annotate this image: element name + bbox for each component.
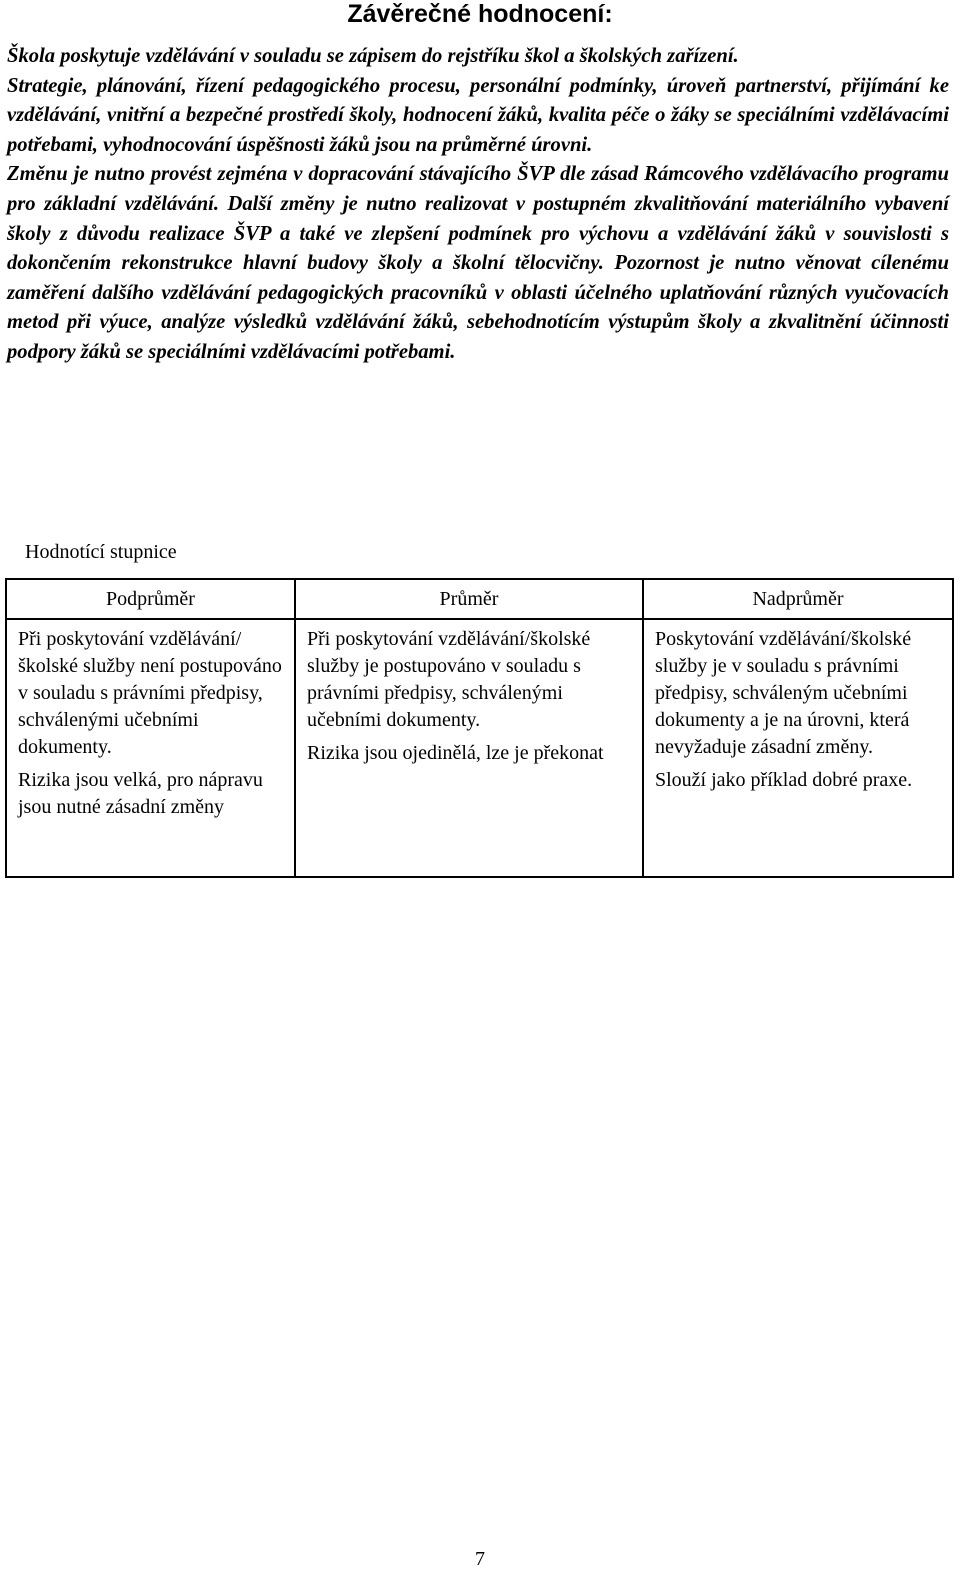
average-description: Při poskytování vzdělávání/školské služby je postupováno v souladu s právními předpisy, schválenými učebními dokumenty. <box>307 628 591 731</box>
above-average-description: Poskytování vzdělávání/školské služby je v souladu s právními předpisy, schváleným učebními dokumenty a je na úrovni, která nevyžaduje zásadní změny. <box>655 628 912 758</box>
paragraph-average-level: Strategie, plánování, řízení pedagogického procesu, personální podmínky, úroveň partnerství, přijímání ke vzdělávání, vnitřní a bezpečné prostředí školy, hodnocení žáků, kvalita péče o žáky se speciálními vzdělávacími potřebami, vyhodnocování úspěšnosti žáků jsou na průměrné úrovni. <box>7 74 949 156</box>
page-number: 7 <box>475 1548 485 1570</box>
rating-scale-header-row <box>6 579 953 619</box>
cell-average <box>295 619 643 877</box>
rating-scale-table <box>5 578 954 878</box>
below-average-description: Při poskytování vzdělávání/školské služby není postupováno v souladu s právními předpisy, schválenými učebními dokumenty. <box>18 628 282 758</box>
rating-scale-heading: Hodnotící stupnice <box>25 541 177 563</box>
above-average-practice: Slouží jako příklad dobré praxe. <box>655 769 913 791</box>
header-above-average: Nadprůměr <box>643 579 953 619</box>
cell-below-average <box>6 619 295 877</box>
header-below-average: Podprůměr <box>6 579 295 619</box>
paragraph-required-changes: Změnu je nutno provést zejména v dopracování stávajícího ŠVP dle zásad Rámcového vzdělávacího programu pro základní vzdělávání. Další změny je nutno realizovat v postupném zkvalitňování materiálního vybavení školy z důvodu realizace ŠVP a také ve zlepšení podmínek pro výchovu a vzdělávání žáků v souvislosti s dokončením rekonstrukce hlavní budovy školy a školní tělocvičny. Pozornost je nutno věnovat cílenému zaměření dalšího vzdělávání pedagogických pracovníků v oblasti účelného uplatňování různých vyučovacích metod při výuce, analýze výsledků vzdělávání žáků, sebehodnotícím výstupům školy a zkvalitnění účinnosti podpory žáků se speciálními vzdělávacími potřebami. <box>7 163 949 363</box>
average-risk: Rizika jsou ojedinělá, lze je překonat <box>307 742 604 764</box>
evaluation-text <box>7 42 949 368</box>
cell-above-average <box>643 619 953 877</box>
rating-scale-description-row <box>6 619 953 877</box>
paragraph-registry-compliance: Škola poskytuje vzdělávání v souladu se zápisem do rejstříku škol a školských zařízení. <box>7 45 739 67</box>
below-average-risk: Rizika jsou velká, pro nápravu jsou nutné zásadní změny <box>18 769 263 818</box>
page-title: Závěrečné hodnocení: <box>347 0 613 28</box>
header-average: Průměr <box>295 579 643 619</box>
